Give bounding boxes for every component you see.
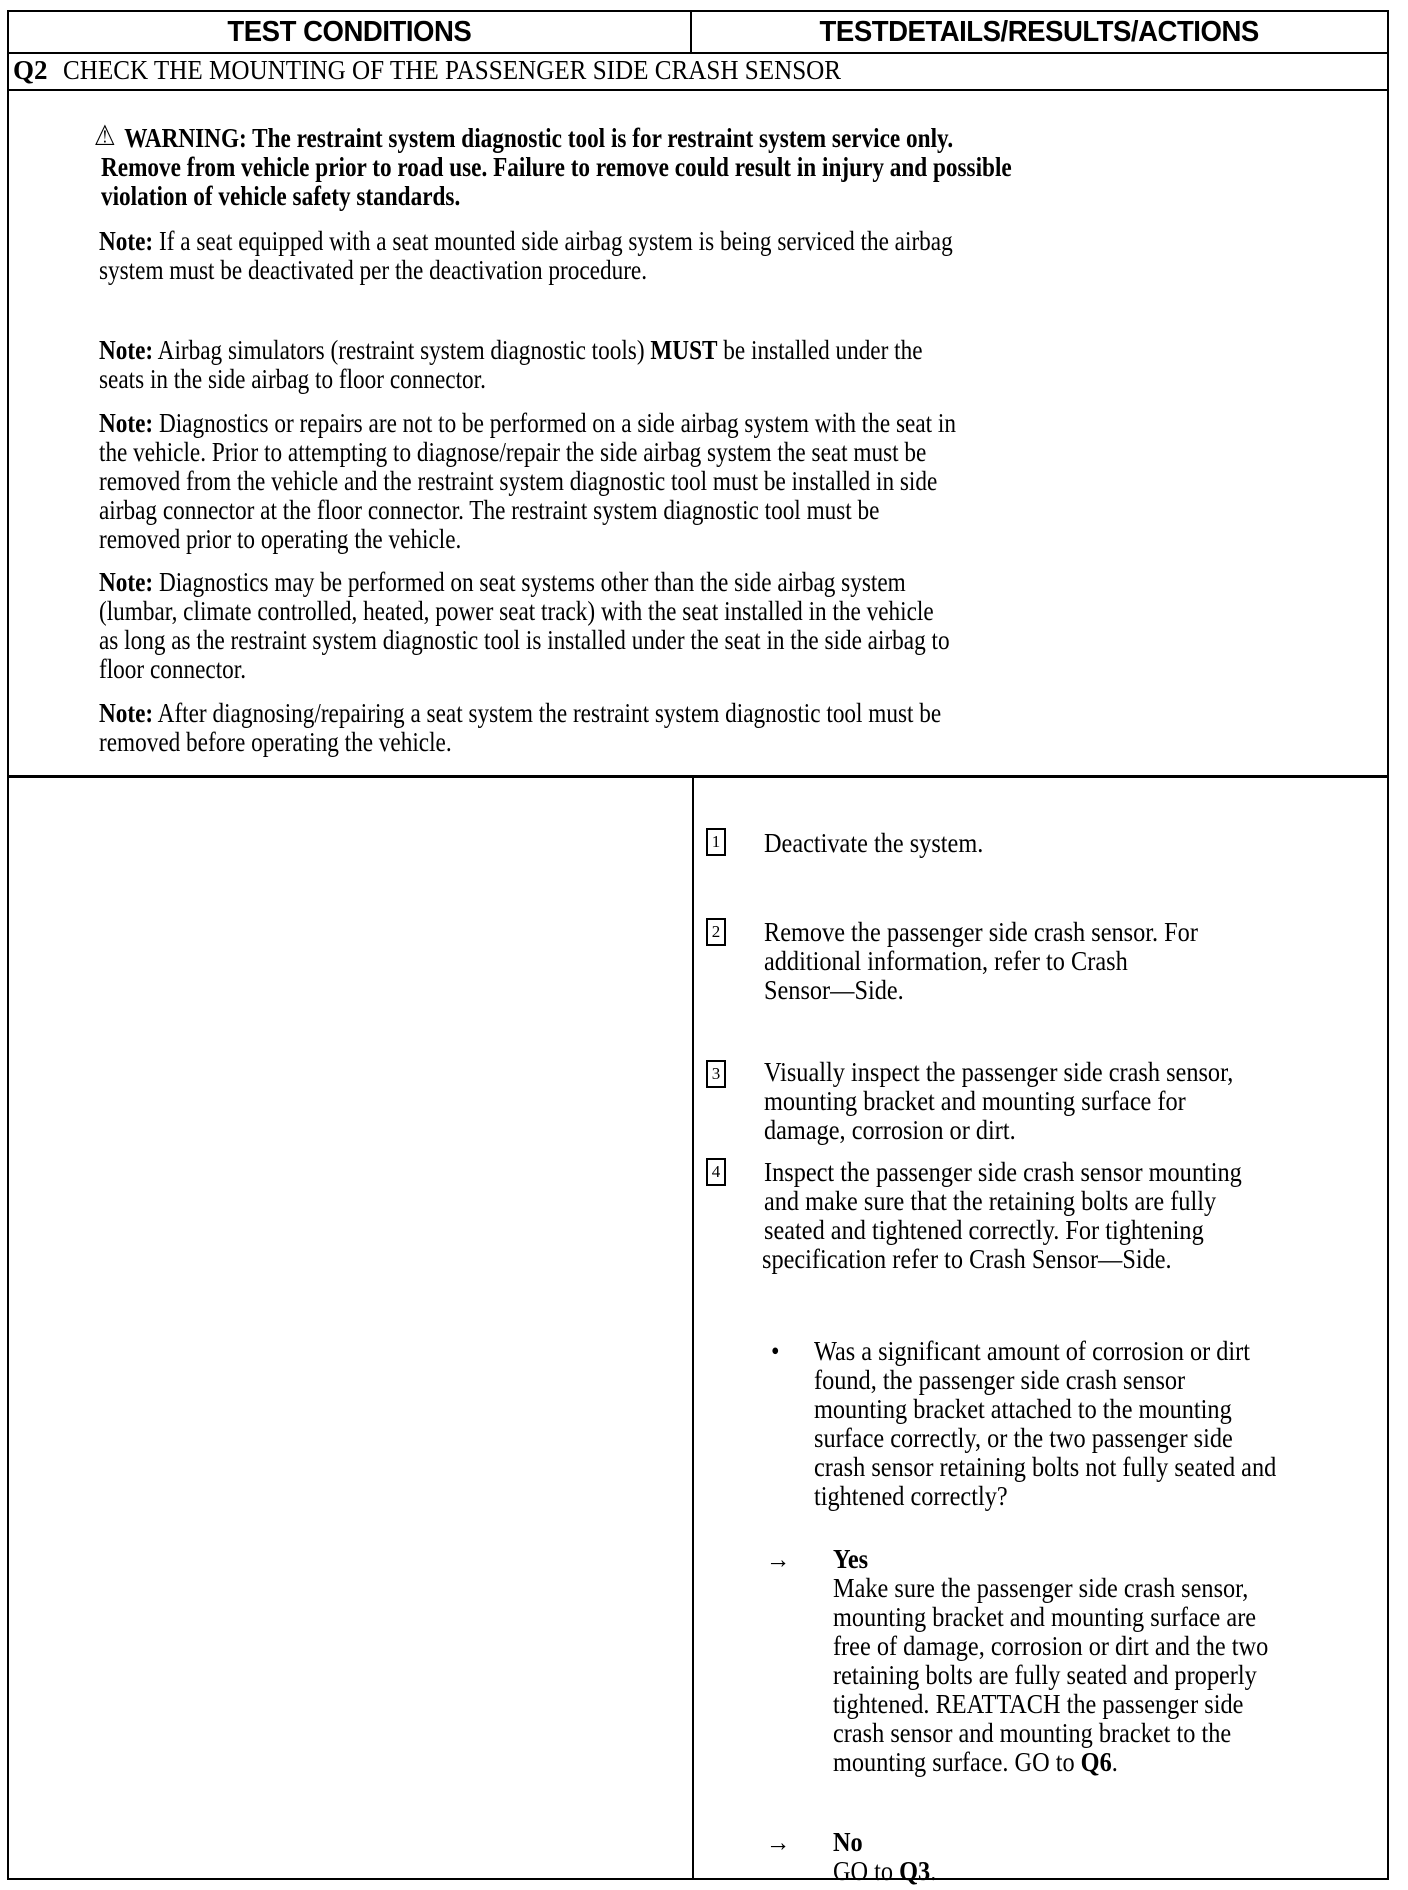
answer-text: . [1111,1747,1118,1777]
header-test-details [692,12,1387,52]
note-2-line-2: seats in the side airbag to floor connector. [99,364,486,394]
answer-text: mounting surface. GO to [833,1747,1081,1777]
answer-yes-line-2: mounting bracket and mounting surface are [833,1602,1257,1632]
warning-text: WARNING: The restraint system diagnostic tool is for restraint system service only. [124,123,954,153]
note-4-line-2: (lumbar, climate controlled, heated, power seat track) with the seat installed in the vehicle [99,596,934,626]
column-divider [692,778,694,1878]
goto-link-q6[interactable]: Q6 [1080,1747,1112,1777]
result-question-line-4: surface correctly, or the two passenger side [814,1423,1233,1453]
step-3-line-1: Visually inspect the passenger side crash sensor, [764,1057,1234,1087]
answer-yes-line-1: Make sure the passenger side crash sensor, [833,1573,1249,1603]
answer-no-label: No [833,1827,863,1857]
note-text: Airbag simulators (restraint system diagnostic tools) [153,335,651,365]
notes-section [9,91,1387,778]
answer-text: . [930,1856,937,1886]
question-title: CHECK THE MOUNTING OF THE PASSENGER SIDE CRASH SENSOR [63,55,842,85]
note-2-line-1 [99,336,923,365]
note-label: Note: [99,408,154,438]
warning-line-3: violation of vehicle safety standards. [101,181,461,211]
table-header [9,12,1387,54]
note-1-line-1 [99,227,953,256]
header-test-conditions-label: TEST CONDITIONS [227,15,472,48]
step-number-box: 1 [706,828,726,856]
step-4-line-2: and make sure that the retaining bolts are fully [764,1186,1217,1216]
answer-yes-line-7 [833,1748,1118,1777]
step-2-line-2: additional information, refer to Crash [764,946,1128,976]
result-question-line-6: tightened correctly? [814,1481,1008,1511]
answer-yes-label: Yes [833,1544,869,1574]
result-question-line-1: Was a significant amount of corrosion or dirt [814,1336,1251,1366]
note-emphasis: MUST [650,335,718,365]
step-2-line-3: Sensor—Side. [764,975,904,1005]
note-text: Diagnostics may be performed on seat systems other than the side airbag system [153,567,906,597]
step-2-line-1: Remove the passenger side crash sensor. For [764,917,1198,947]
note-text: After diagnosing/repairing a seat system the restraint system diagnostic tool must be [153,698,942,728]
note-label: Note: [99,698,154,728]
note-label: Note: [99,335,154,365]
arrow-right-icon: → [766,1827,791,1857]
note-5-line-2: removed before operating the vehicle. [99,727,452,757]
step-number-box: 3 [706,1060,726,1088]
result-question-line-5: crash sensor retaining bolts not fully seated and [814,1452,1277,1482]
answer-text: GO to [833,1856,900,1886]
note-4-line-4: floor connector. [99,654,247,684]
step-4-line-4: specification refer to Crash Sensor—Side. [762,1244,1172,1274]
step-4-line-1: Inspect the passenger side crash sensor mounting [764,1157,1242,1187]
note-3-line-5: removed prior to operating the vehicle. [99,524,462,554]
note-text: If a seat equipped with a seat mounted side airbag system is being serviced the airbag [153,226,953,256]
steps-section [9,778,1387,1886]
answer-yes-line-3: free of damage, corrosion or dirt and the two [833,1631,1269,1661]
note-3-line-2: the vehicle. Prior to attempting to diagnose/repair the side airbag system the seat must be [99,437,927,467]
result-question-line-3: mounting bracket attached to the mounting [814,1394,1232,1424]
step-3-line-3: damage, corrosion or dirt. [764,1115,1016,1145]
warning-line-2: Remove from vehicle prior to road use. Failure to remove could result in injury and possible [101,152,1012,182]
answer-yes-line-5: tightened. REATTACH the passenger side [833,1689,1244,1719]
answer-no-line-1 [833,1857,936,1886]
note-4-line-3: as long as the restraint system diagnostic tool is installed under the seat in the side airbag to [99,625,950,655]
warning-line-1 [94,121,954,153]
note-text: be installed under the [717,335,923,365]
note-text: Diagnostics or repairs are not to be performed on a side airbag system with the seat in [153,408,956,438]
note-4-line-1 [99,568,906,597]
note-3-line-3: removed from the vehicle and the restraint system diagnostic tool must be installed in side [99,466,938,496]
step-number-box: 4 [706,1158,726,1186]
note-1-line-2: system must be deactivated per the deactivation procedure. [99,255,648,285]
goto-link-q3[interactable]: Q3 [899,1856,931,1886]
question-row [9,52,1387,91]
step-number-box: 2 [706,918,726,946]
note-3-line-4: airbag connector at the floor connector. The restraint system diagnostic tool must be [99,495,880,525]
note-label: Note: [99,567,154,597]
test-conditions-cell [9,778,692,1878]
step-1-text: Deactivate the system. [764,828,984,858]
answer-yes-line-4: retaining bolts are fully seated and properly [833,1660,1257,1690]
note-3-line-1 [99,409,956,438]
result-question-line-2: found, the passenger side crash sensor [814,1365,1186,1395]
step-3-line-2: mounting bracket and mounting surface for [764,1086,1186,1116]
note-label: Note: [99,226,154,256]
step-4-line-3: seated and tightened correctly. For tightening [764,1215,1204,1245]
header-test-details-label: TESTDETAILS/RESULTS/ACTIONS [819,15,1260,48]
answer-yes-line-6: crash sensor and mounting bracket to the [833,1718,1232,1748]
note-5-line-1 [99,699,941,728]
bullet-icon: • [771,1336,780,1366]
arrow-right-icon: → [766,1544,791,1574]
diagnostic-table [7,10,1389,1886]
warning-triangle-icon: ⚠ [94,121,116,152]
header-test-conditions [9,12,692,52]
question-id: Q2 [13,55,48,85]
